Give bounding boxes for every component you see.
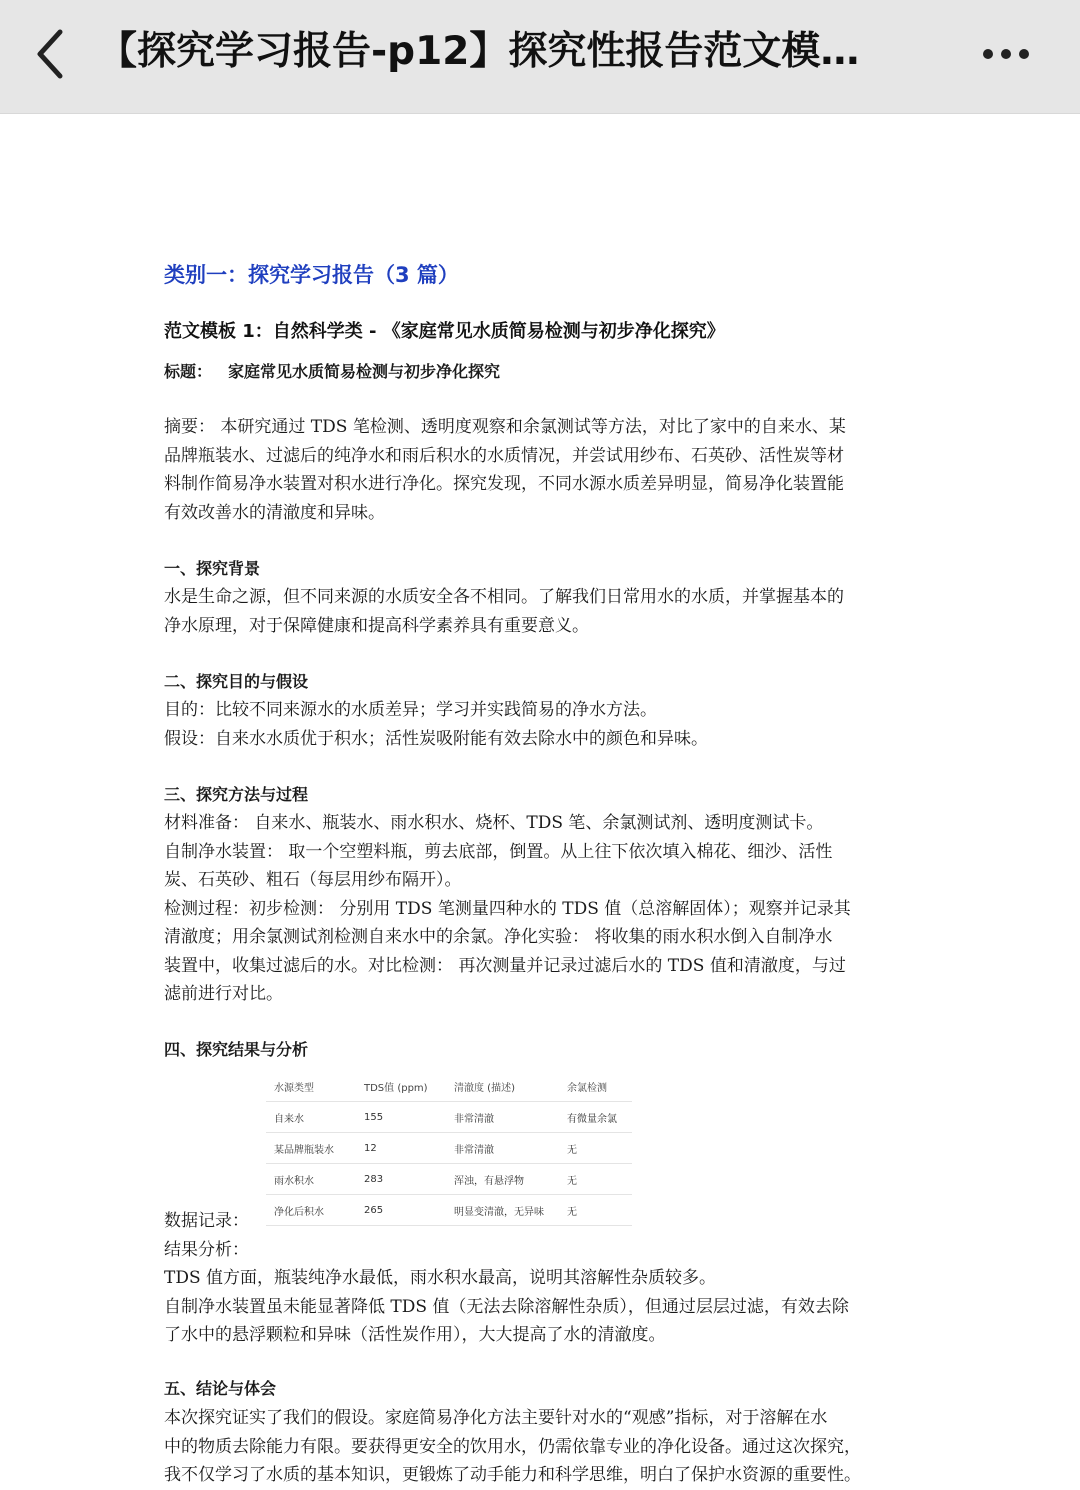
document-title: 【探究学习报告-p12】探究性报告范文模… — [98, 29, 860, 74]
table-row: 某品牌瓶装水 12 非常清澈 无 — [266, 1133, 632, 1164]
section-results-text: 数据记录： 结果分析： TDS 值方面，瓶装纯净水最低，雨水积水最高，说明其溶解性杂质较多。 自制净水装置虽未能显著降低 TDS 值（无法去除溶解性杂质），但通过层层过滤，有效去除 了水中的悬浮颗粒和异味（活性炭作用），大大提高了水的清澈度。 — [164, 1207, 916, 1350]
analysis-label: 结果分析： — [164, 1239, 249, 1260]
table-header-cell: 水源类型 — [266, 1071, 356, 1102]
more-button[interactable] — [980, 36, 1036, 72]
more-horizontal-icon — [980, 36, 1036, 72]
subtitle-label: 标题： — [164, 362, 213, 381]
subtitle-value: 家庭常见水质简易检测与初步净化探究 — [228, 362, 501, 381]
section-conclusion-text: 本次探究证实了我们的假设。家庭简易净化方法主要针对水的“观感”指标，对于溶解在水 中的物质去除能力有限。要获得更安全的饮用水，仍需依靠专业的净化设备。通过这次探究， 我不仅学习了水质的基本知识，更锻炼了动手能力和科学思维，明白了保护水资源的重要性。 — [164, 1408, 861, 1485]
data-record-label: 数据记录： — [164, 1211, 249, 1231]
table-header-cell: 清澈度 (描述) — [446, 1071, 559, 1102]
back-button[interactable] — [30, 26, 74, 82]
section-heading-method: 三、探究方法与过程 — [164, 785, 309, 804]
water-quality-table — [266, 1071, 632, 1226]
top-nav-bar — [0, 0, 1080, 114]
section-purpose-text: 目的：比较不同来源水的水质差异；学习并实践简易的净水方法。 假设：自来水水质优于积水；活性炭吸附能有效去除水中的颜色和异味。 — [164, 700, 708, 749]
section-background-text: 水是生命之源，但不同来源的水质安全各不相同。了解我们日常用水的水质，并掌握基本的 净水原理，对于保障健康和提高科学素养具有重要意义。 — [164, 587, 844, 636]
table-header-row — [266, 1071, 632, 1102]
table-header-cell: TDS值 (ppm) — [356, 1071, 446, 1102]
report-subtitle — [164, 359, 500, 382]
table-row: 雨水积水 283 浑浊，有悬浮物 无 — [266, 1164, 632, 1195]
abstract-paragraph: 摘要： 本研究通过 TDS 笔检测、透明度观察和余氯测试等方法，对比了家中的自来水、某 品牌瓶装水、过滤后的纯净水和雨后积水的水质情况，并尝试用纱布、石英砂、活性炭等材 料制作简易净水装置对积水进行净化。探究发现，不同水源水质差异明显，简易净化装置能 有效改善水的清澈度和异味。 — [164, 417, 846, 523]
category-heading: 类别一：探究学习报告（3 篇） — [164, 263, 459, 287]
section-method-text: 材料准备： 自来水、瓶装水、雨水积水、烧杯、TDS 笔、余氯测试剂、透明度测试卡。 自制净水装置： 取一个空塑料瓶，剪去底部，倒置。从上往下依次填入棉花、细沙、活性 炭、石英砂、粗石（每层用纱布隔开）。 检测过程：初步检测： 分别用 TDS 笔测量四种水的 TDS 值（总溶解固体）；观察并记录其 清澈度；用余氯测试剂检测自来水中的余氯。净化实验： 将收集的雨水积水倒入自制净水 装置中，收集过滤后的水。对比检测： 再次测量并记录过滤后水的 TDS 值和清澈度，与过 滤前进行对比。 — [164, 813, 851, 1004]
section-heading-background: 一、探究背景 — [164, 559, 261, 578]
section-heading-conclusion: 五、结论与体会 — [164, 1379, 277, 1398]
chevron-left-icon — [30, 26, 74, 82]
template-title: 范文模板 1：自然科学类 - 《家庭常见水质简易检测与初步净化探究》 — [164, 321, 725, 342]
table-header-cell: 余氯检测 — [559, 1071, 632, 1102]
table-row: 净化后积水 265 明显变清澈，无异味 无 — [266, 1195, 632, 1226]
section-heading-results: 四、探究结果与分析 — [164, 1040, 309, 1059]
section-heading-purpose: 二、探究目的与假设 — [164, 672, 309, 691]
table-row: 自来水 155 非常清澈 有微量余氯 — [266, 1102, 632, 1133]
